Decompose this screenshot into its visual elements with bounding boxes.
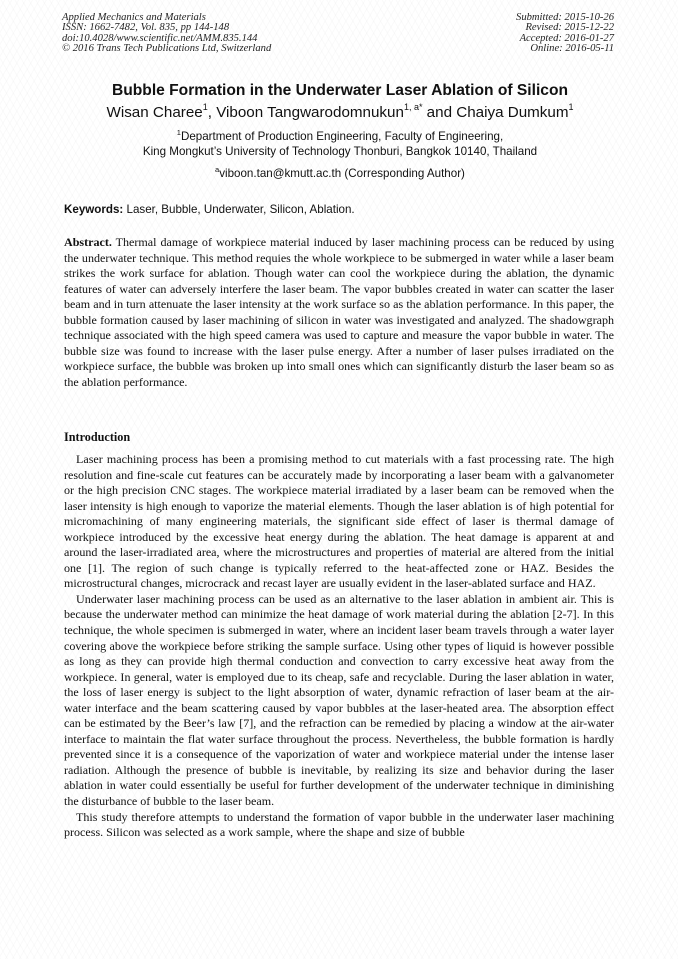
- copyright: © 2016 Trans Tech Publications Ltd, Switzerland: [62, 43, 272, 55]
- journal-info: [62, 13, 271, 55]
- online-date: Online: 2016-05-11: [530, 43, 614, 55]
- author-list: [40, 103, 640, 123]
- publication-dates: [516, 13, 614, 55]
- author-name: Chaiya Dumkum: [456, 104, 569, 121]
- email-mark: a: [215, 165, 220, 174]
- paper-title: Bubble Formation in the Underwater Laser Ablation of Silicon: [111, 82, 568, 99]
- keywords-label: Keywords:: [64, 203, 124, 216]
- title-block: [40, 81, 640, 181]
- issn-volume: ISSN: 1662-7482, Vol. 835, pp 144-148: [62, 22, 230, 34]
- intro-paragraph-2: Underwater laser machining process can be used as an alternative to the laser ablation in ambient air. This is because the underwater method can minimize the heat damage of work material during the ablation [2-7]. In this technique, the whole specimen is submerged in water, where an incident laser beam travels through a water layer covering above the workpiece before striking the sample surface. Using other types of liquid is however possible as long as they can provide high thermal conduction and convection to carry excessive heat away from the workpiece. In general, water is employed due to its cheap, safe and recyclable. During the laser ablation in water, the loss of laser energy is subject to the light absorption of water, dynamic refraction of laser beam at the air-water interface and the beam scattering caused by vapor bubbles at the laser-heated area. The absorption effect can be estimated by the Beer’s law [7], and the refraction can be remedied by placing a window at the air-water interface to maintain the flat water surface throughout the process. Nevertheless, the bubble formation is hardly prevented since it is a consequence of the vaporization of water and workpiece material under the intense laser radiation. Although the presence of bubble is inevitable, by realizing its size and behavior during the laser ablation in water could essentially be useful for further development of the underwater technique in diminishing the disturbance of bubble to the laser beam.: [64, 591, 614, 809]
- affiliation-line-2: King Mongkut’s University of Technology Thonburi, Bangkok 10140, Thailand: [142, 145, 538, 158]
- affiliation-line-1: Department of Production Engineering, Faculty of Engineering,: [180, 130, 504, 143]
- submitted-date: Submitted: 2015-10-26: [516, 12, 614, 23]
- abstract-text: Thermal damage of workpiece material induced by laser machining process can be reduced by using the underwater technique. This method requies the whole workpiece to be submerged in water while a laser beam strikes the work surface for ablation. Though water can cool the workpiece during the ablation, the dynamic features of water can adversely interfere the laser beam. The vapor bubbles created in water can scatter the laser beam and in turn attenuate the laser intensity at the work surface so as the ablation performance. In this paper, the bubble formation caused by laser machining of silicon in water was investigated and analyzed. The shadowgraph technique associated with the high speed camera was used to capture and measure the vapor bubble in water. The bubble size was found to increase with the laser pulse energy. After a number of laser pulses irradiated on the workpiece surface, the bubble was broken up into small ones which can significantly disturb the laser beam so as the ablation performance.: [64, 235, 614, 389]
- intro-paragraph-3: This study therefore attempts to understand the formation of vapor bubble in the underwater laser machining process. Silicon was selected as a work sample, where the shape and size of bubble: [64, 809, 614, 840]
- author-name: Viboon Tangwarodomnukun: [216, 104, 404, 121]
- author-separator: and: [422, 104, 457, 121]
- accepted-date: Accepted: 2016-01-27: [519, 32, 614, 44]
- author-affiliation-mark: 1, a*: [403, 102, 423, 112]
- author-separator: ,: [207, 104, 217, 121]
- author-affiliation-mark: 1: [568, 102, 574, 112]
- corresponding-email: [40, 166, 640, 181]
- introduction-heading: Introduction: [64, 430, 131, 444]
- affiliation-mark: 1: [176, 128, 181, 137]
- author-name: Wisan Charee: [106, 104, 203, 121]
- author-affiliation-mark: 1: [202, 102, 208, 112]
- email-text[interactable]: viboon.tan@kmutt.ac.th (Corresponding Author): [219, 167, 465, 180]
- abstract: [64, 235, 614, 390]
- intro-paragraph-1: Laser machining process has been a promising method to cut materials with a fast processing rate. The high resolution and fine-scale cut features can be accurately made by incorporating a laser beam with a galvanometer or the high precision CNC stages. The workpiece material irradiated by a laser beam can be removed when the laser intensity is high enough to vaporize the material elements. Though the laser ablation is of high potential for micromachining of many engineering materials, the significant side effect of laser is thermal damage of workpiece introduced by the excessive heat energy during the ablation. The heat damage is apparent at and around the laser-irradiated area, where the microstructures and properties of material are altered from the initial one [1]. The region of such change is typically referred to the heat-affected zone or HAZ. Besides the microstructural changes, microcrack and recast layer are usually evident in the laser-ablated surface and HAZ.: [64, 452, 614, 591]
- abstract-label: Abstract.: [64, 235, 112, 249]
- journal-name: Applied Mechanics and Materials: [62, 12, 206, 23]
- revised-date: Revised: 2015-12-22: [525, 22, 614, 34]
- affiliation: [40, 129, 640, 159]
- keywords: [64, 202, 355, 217]
- keywords-text: Laser, Bubble, Underwater, Silicon, Ablation.: [123, 203, 355, 216]
- introduction-body: [64, 452, 614, 841]
- doi-link[interactable]: doi:10.4028/www.scientific.net/AMM.835.144: [62, 32, 258, 44]
